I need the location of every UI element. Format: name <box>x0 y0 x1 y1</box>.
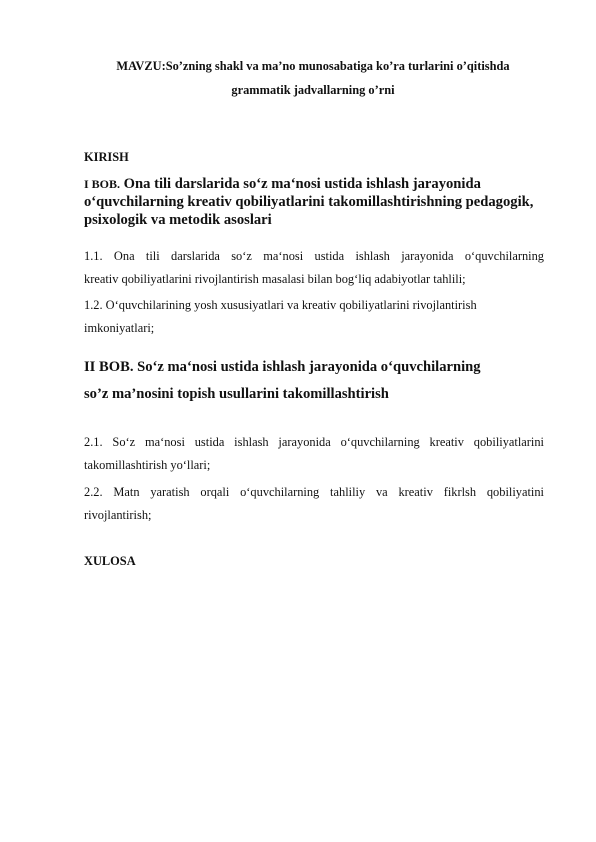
chapter-2-line-1: II BOB. So‘z ma‘nosi ustida ishlash jarayonida o‘quvchilarning <box>84 359 481 375</box>
section-2-1-line-1: 2.1. So‘z ma‘nosi ustida ishlash jarayonida o‘quvchilarning kreativ qobiliyatlarini <box>84 435 544 449</box>
section-1-2-line-2: imkoniyatlari; <box>84 321 155 335</box>
chapter-2-heading <box>84 354 544 408</box>
section-2-1 <box>84 431 544 477</box>
section-1-1 <box>84 245 544 291</box>
section-2-1-line-2: takomillashtirish yo‘llari; <box>84 458 211 472</box>
chapter-2-line-2: so’z ma’nosini topish usullarini takomillashtirish <box>84 386 389 402</box>
section-1-1-line-2: kreativ qobiliyatlarini rivojlantirish masalasi bilan bog‘liq adabiyotlar tahlili; <box>84 272 466 286</box>
document-title <box>60 54 566 102</box>
heading-xulosa: XULOSA <box>84 554 136 568</box>
section-1-1-line-1: 1.1. Ona tili darslarida so‘z ma‘nosi ustida ishlash jarayonida o‘quvchilarning <box>84 249 544 263</box>
section-2-2-line-2: rivojlantirish; <box>84 508 152 522</box>
chapter-1-heading <box>84 175 534 229</box>
section-2-2 <box>84 481 544 527</box>
section-1-2 <box>84 294 544 340</box>
section-2-2-line-1: 2.2. Matn yaratish orqali o‘quvchilarning tahliliy va kreativ fikrlsh qobiliyatini <box>84 485 544 499</box>
section-1-2-line-1: 1.2. O‘quvchilarining yosh xususiyatlari va kreativ qobiliyatlarini rivojlantirish <box>84 298 477 312</box>
title-line-1: MAVZU:So’zning shakl va ma’no munosabatiga ko’ra turlarini o’qitishda <box>116 59 510 73</box>
chapter-1-title: Ona tili darslarida so‘z ma‘nosi ustida ishlash jarayonida o‘quvchilarning kreativ qobiliyatlarini takomillashtirishning pedagogik, psixologik va metodik asoslari <box>84 176 534 228</box>
title-line-2: grammatik jadvallarning o’rni <box>231 83 395 97</box>
heading-kirish: KIRISH <box>84 150 129 164</box>
chapter-1-label: I BOB. <box>84 177 121 191</box>
